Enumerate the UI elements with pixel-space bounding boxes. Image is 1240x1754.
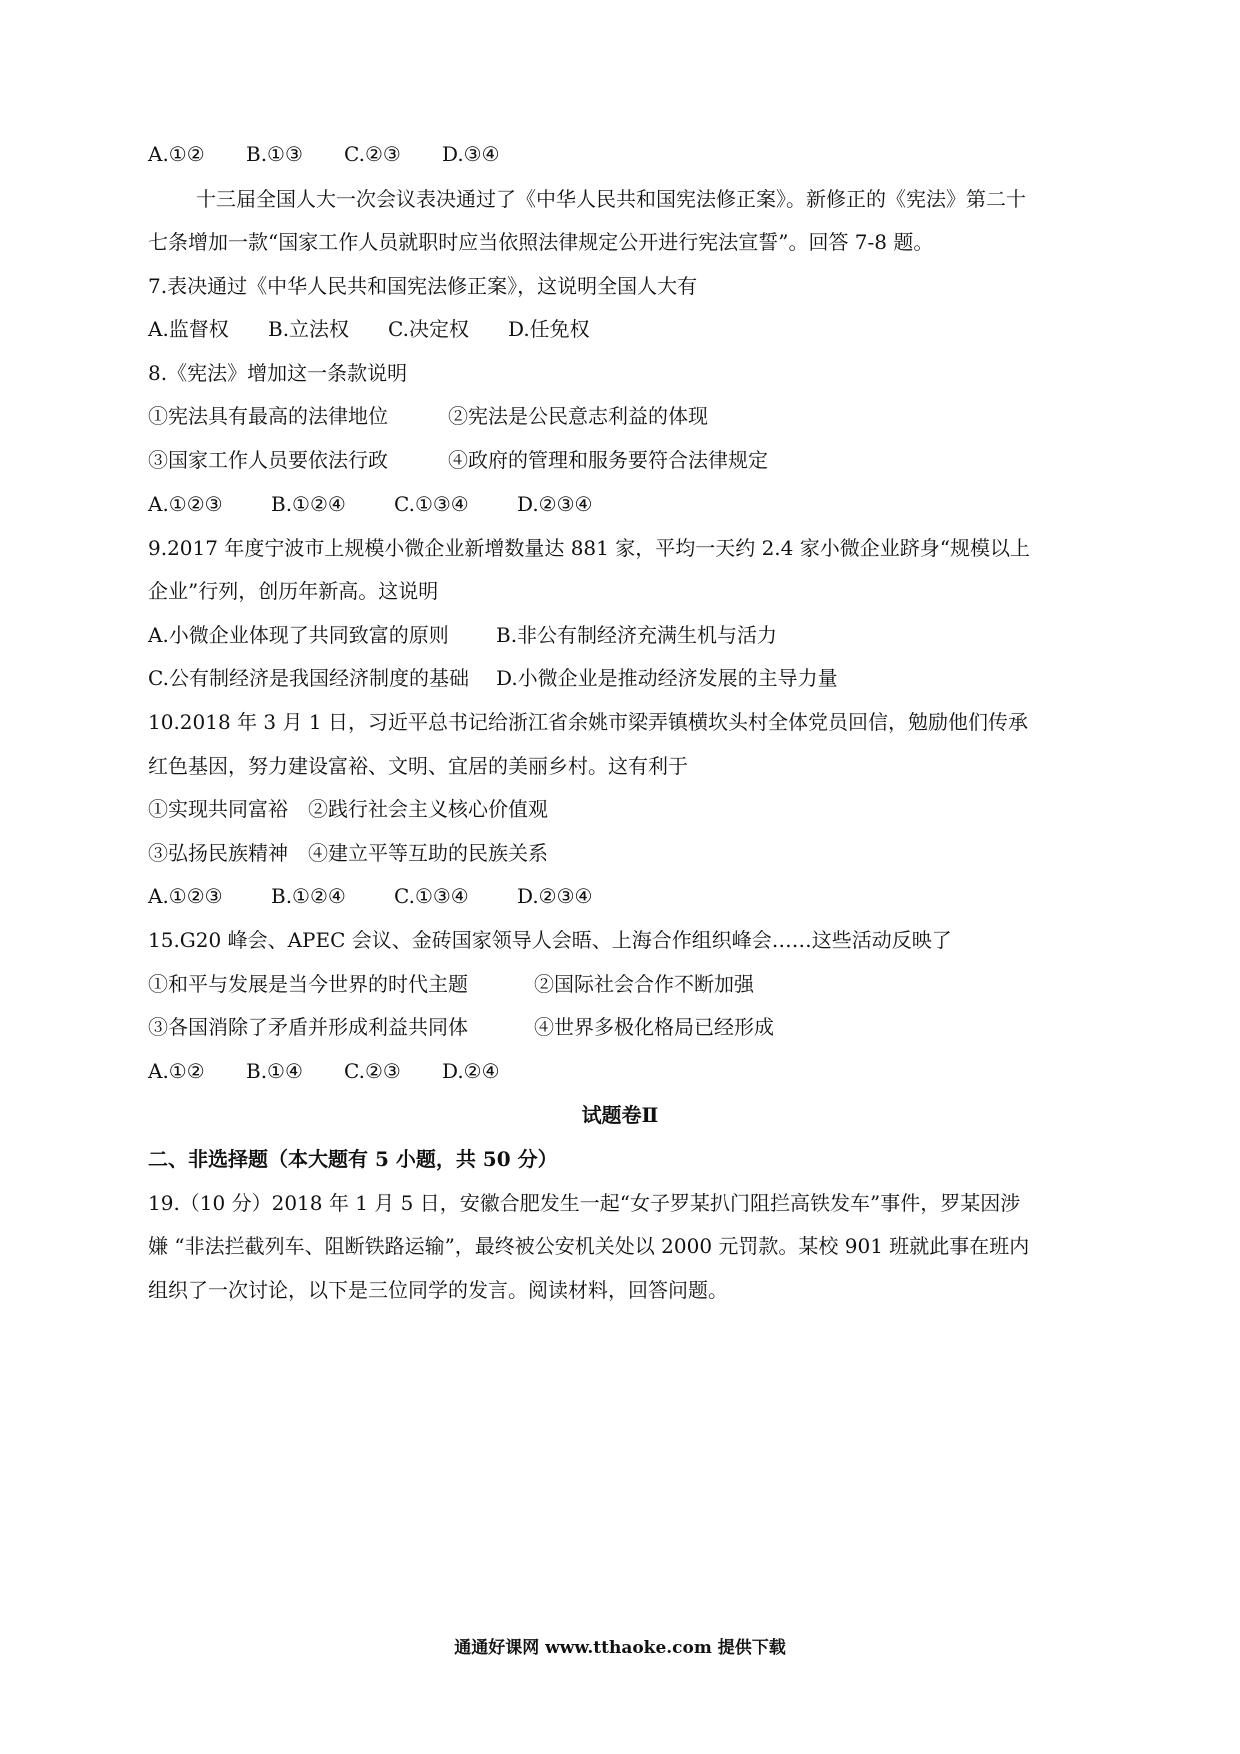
q10-item-1: ①实现共同富裕 bbox=[148, 797, 288, 821]
q9-stem-line1: 9.2017 年度宁波市上规模小微企业新增数量达 881 家，平均一天约 2.4 家小微企业跻身“规模以上 bbox=[148, 536, 1030, 560]
q10-items-row1 bbox=[148, 795, 548, 823]
q6-option-b: B.①③ bbox=[246, 142, 303, 166]
q7-options bbox=[148, 315, 590, 343]
q10-item-4: ④建立平等互助的民族关系 bbox=[308, 841, 548, 865]
q19-line1: 19.（10 分）2018 年 1 月 5 日，安徽合肥发生一起“女子罗某扒门阻拦高铁发车”事件，罗某因涉 bbox=[148, 1191, 1021, 1215]
q6-option-c: C.②③ bbox=[344, 142, 401, 166]
q10-stem-line1: 10.2018 年 3 月 1 日，习近平总书记给浙江省余姚市梁弄镇横坎头村全体党员回信，勉励他们传承 bbox=[148, 710, 1028, 734]
q10-stem-line2: 红色基因，努力建设富裕、文明、宜居的美丽乡村。这有利于 bbox=[148, 754, 688, 778]
q8-item-4: ④政府的管理和服务要符合法律规定 bbox=[448, 448, 768, 472]
q8-items-row2 bbox=[148, 446, 768, 474]
q8-option-d: D.②③④ bbox=[517, 492, 593, 516]
q9-option-c: C.公有制经济是我国经济制度的基础 bbox=[148, 666, 469, 690]
q9-option-d: D.小微企业是推动经济发展的主导力量 bbox=[496, 666, 838, 690]
q8-stem: 8.《宪法》增加这一条款说明 bbox=[148, 361, 408, 385]
q8-option-b: B.①②④ bbox=[271, 492, 346, 516]
q10-items-row2 bbox=[148, 839, 548, 867]
q8-option-a: A.①②③ bbox=[148, 492, 223, 516]
q8-options bbox=[148, 490, 592, 518]
q6-option-d: D.③④ bbox=[442, 142, 500, 166]
footer-download-credit: 通通好课网 www.tthaoke.com 提供下载 bbox=[454, 1638, 786, 1658]
q8-items-row1 bbox=[148, 402, 708, 430]
q10-option-b: B.①②④ bbox=[271, 884, 346, 908]
q10-option-d: D.②③④ bbox=[517, 884, 593, 908]
q8-item-1: ①宪法具有最高的法律地位 bbox=[148, 404, 388, 428]
section-2-heading: 二、非选择题（本大题有 5 小题，共 50 分） bbox=[148, 1147, 558, 1171]
q19-line3: 组织了一次讨论，以下是三位同学的发言。阅读材料，回答问题。 bbox=[148, 1278, 728, 1302]
q15-item-1: ①和平与发展是当今世界的时代主题 bbox=[148, 972, 468, 996]
q15-option-b: B.①④ bbox=[246, 1059, 303, 1083]
q15-item-4: ④世界多极化格局已经形成 bbox=[534, 1015, 774, 1039]
q15-option-a: A.①② bbox=[148, 1059, 205, 1083]
q7-option-d: D.任免权 bbox=[508, 317, 590, 341]
q10-item-3: ③弘扬民族精神 bbox=[148, 841, 288, 865]
q15-option-d: D.②④ bbox=[442, 1059, 500, 1083]
q9-option-a: A.小微企业体现了共同致富的原则 bbox=[148, 623, 449, 647]
q9-options-row1 bbox=[148, 621, 777, 649]
section-2-title: 试题卷Ⅱ bbox=[581, 1103, 659, 1127]
q8-item-3: ③国家工作人员要依法行政 bbox=[148, 448, 388, 472]
q10-option-a: A.①②③ bbox=[148, 884, 223, 908]
q7-option-c: C.决定权 bbox=[388, 317, 469, 341]
q8-option-c: C.①③④ bbox=[394, 492, 469, 516]
q9-stem-line2: 企业”行列，创历年新高。这说明 bbox=[148, 579, 439, 603]
q7-stem: 7.表决通过《中华人民共和国宪法修正案》，这说明全国人大有 bbox=[148, 274, 698, 298]
intro-78-line2: 七条增加一款“国家工作人员就职时应当依照法律规定公开进行宪法宣誓”。回答 7-8 题。 bbox=[148, 230, 934, 254]
q15-items-row2 bbox=[148, 1013, 774, 1041]
q10-options bbox=[148, 882, 592, 910]
q10-option-c: C.①③④ bbox=[394, 884, 469, 908]
q15-stem: 15.G20 峰会、APEC 会议、金砖国家领导人会晤、上海合作组织峰会……这些活动反映了 bbox=[148, 928, 952, 952]
q15-item-2: ②国际社会合作不断加强 bbox=[534, 972, 754, 996]
q15-options bbox=[148, 1057, 500, 1085]
q8-item-2: ②宪法是公民意志利益的体现 bbox=[448, 404, 708, 428]
q6-options bbox=[148, 140, 500, 168]
q15-option-c: C.②③ bbox=[344, 1059, 401, 1083]
q7-option-a: A.监督权 bbox=[148, 317, 229, 341]
q15-item-3: ③各国消除了矛盾并形成利益共同体 bbox=[148, 1015, 468, 1039]
q9-option-b: B.非公有制经济充满生机与活力 bbox=[496, 623, 778, 647]
q15-items-row1 bbox=[148, 970, 754, 998]
q6-option-a: A.①② bbox=[148, 142, 205, 166]
q9-options-row2 bbox=[148, 664, 838, 692]
q7-option-b: B.立法权 bbox=[268, 317, 350, 341]
q10-item-2: ②践行社会主义核心价值观 bbox=[308, 797, 548, 821]
intro-78-line1: 十三届全国人大一次会议表决通过了《中华人民共和国宪法修正案》。新修正的《宪法》第二十 bbox=[196, 187, 1026, 211]
q19-line2: 嫌 “非法拦截列车、阻断铁路运输”，最终被公安机关处以 2000 元罚款。某校 901 班就此事在班内 bbox=[148, 1234, 1030, 1258]
